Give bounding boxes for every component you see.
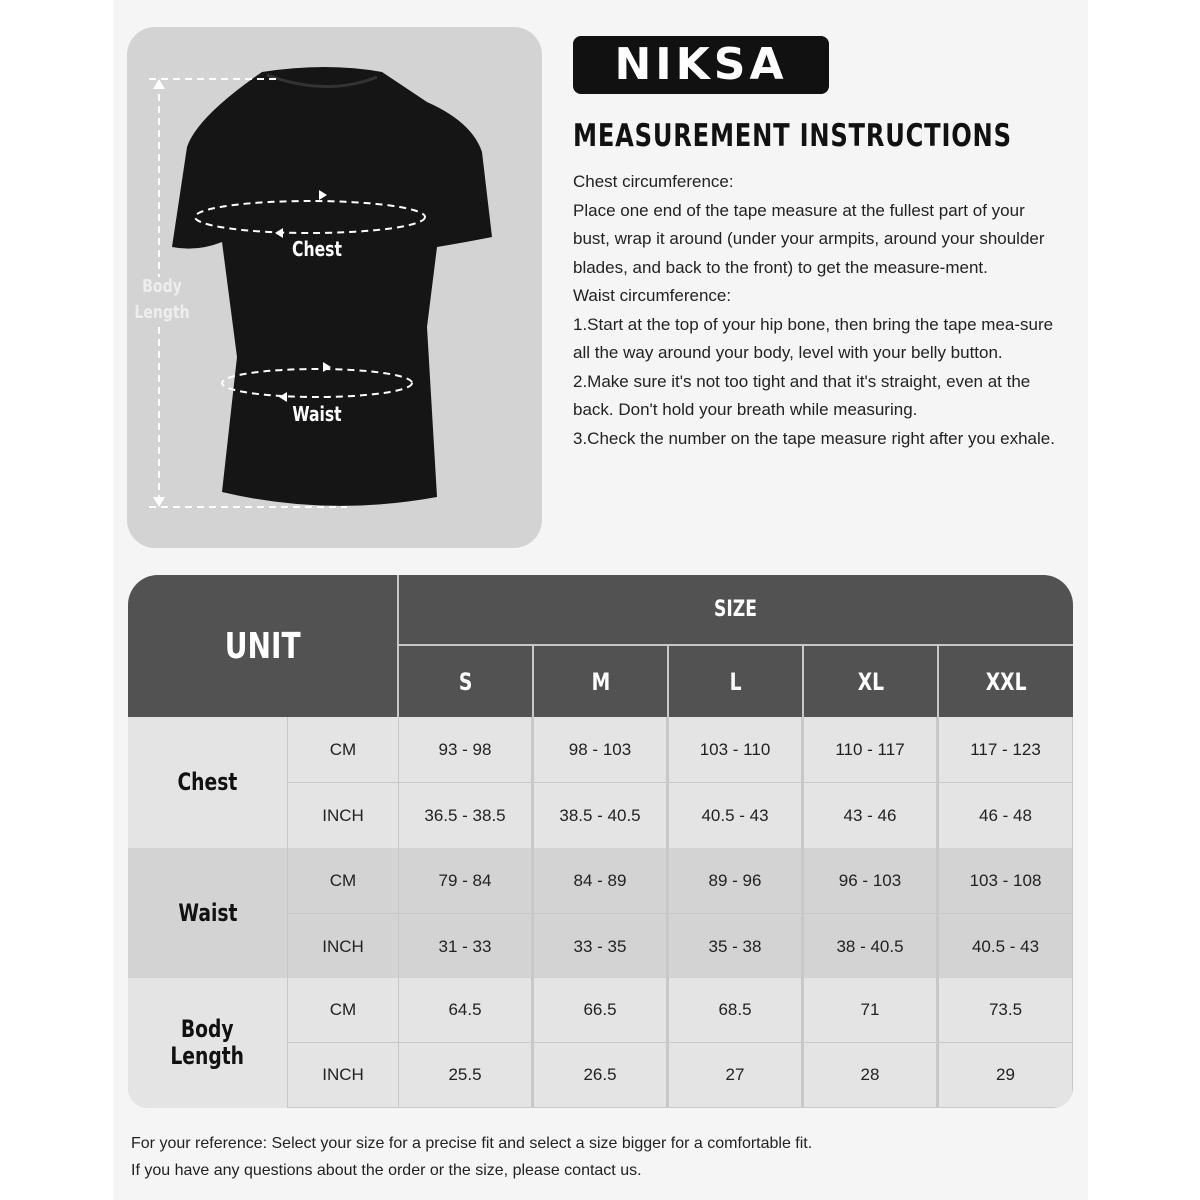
- unit-cell-text: INCH: [322, 936, 364, 956]
- unit-cell: [288, 1043, 398, 1107]
- value-cell: [939, 848, 1072, 913]
- size-header-3: [804, 646, 937, 717]
- value-cell-text: 84 - 89: [573, 870, 627, 890]
- size-header-1-text: M: [591, 667, 610, 696]
- value-cell-text: 28: [860, 1065, 880, 1084]
- unit-cell-text: INCH: [322, 805, 364, 825]
- value-cell: [939, 783, 1072, 848]
- size-header-3-text: XL: [857, 667, 884, 696]
- value-cell-text: 110 - 117: [835, 739, 905, 759]
- unit-cell-text: CM: [329, 870, 357, 890]
- row-label: [128, 978, 287, 1108]
- value-cell: [534, 914, 666, 979]
- value-cell: [399, 978, 531, 1042]
- footer-note: [131, 1130, 812, 1184]
- value-cell-text: 35 - 38: [708, 936, 762, 956]
- unit-cell: [288, 978, 398, 1042]
- instruction-line: 1.Start at the top of your hip bone, then bring the tape mea-sure all the way around your body, level with your belly button.: [573, 314, 1054, 362]
- value-cell-text: 117 - 123: [970, 739, 1041, 759]
- unit-cell-text: INCH: [322, 1065, 364, 1084]
- value-cell: [669, 1043, 801, 1107]
- value-cell: [399, 783, 531, 848]
- size-header-2: [669, 646, 802, 717]
- unit-cell: [288, 717, 398, 782]
- value-cell: [669, 978, 801, 1042]
- value-cell-text: 40.5 - 43: [971, 936, 1040, 956]
- unit-cell: [288, 914, 398, 979]
- value-cell-text: 71: [860, 1000, 880, 1019]
- value-cell: [804, 783, 936, 848]
- page-title: MEASUREMENT INSTRUCTIONS: [573, 118, 1012, 154]
- row-label-text: Waist: [177, 899, 238, 927]
- size-header-text: SIZE: [714, 597, 758, 622]
- value-cell-text: 31 - 33: [438, 936, 492, 956]
- value-cell: [939, 914, 1072, 979]
- value-cell-text: 38.5 - 40.5: [559, 805, 641, 825]
- value-cell: [939, 717, 1072, 782]
- value-cell: [939, 1043, 1072, 1107]
- value-cell-text: 46 - 48: [979, 805, 1032, 825]
- value-cell-text: 29: [996, 1065, 1015, 1084]
- unit-header: [128, 575, 397, 717]
- value-cell-text: 96 - 103: [838, 870, 902, 890]
- value-cell: [804, 717, 936, 782]
- unit-header-text: UNIT: [224, 625, 301, 667]
- instruction-line: 3.Check the number on the tape measure right after you exhale.: [573, 428, 1055, 448]
- shirt-diagram: [127, 27, 542, 548]
- value-cell: [804, 914, 936, 979]
- unit-cell-text: CM: [329, 739, 357, 759]
- value-cell: [804, 978, 936, 1042]
- value-cell: [399, 914, 531, 979]
- size-header-4-text: XXL: [985, 667, 1027, 696]
- size-header-0: [399, 646, 532, 717]
- value-cell-text: 27: [725, 1065, 745, 1084]
- value-cell: [399, 717, 531, 782]
- chest-label: Chest: [292, 237, 342, 261]
- row-label: [128, 717, 287, 848]
- brand-logo: NIKSA: [573, 36, 829, 94]
- size-table: [128, 575, 1073, 1108]
- row-label: [128, 848, 287, 979]
- footer-line: If you have any questions about the order or the size, please contact us.: [131, 1162, 642, 1179]
- value-cell: [534, 848, 666, 913]
- instruction-line: 2.Make sure it's not too tight and that it's straight, even at the back. Don't hold your breath while measuring.: [573, 371, 1031, 419]
- value-cell-text: 40.5 - 43: [701, 805, 769, 825]
- value-cell-text: 98 - 103: [568, 739, 632, 759]
- value-cell-text: 26.5: [583, 1065, 617, 1084]
- value-cell-text: 38 - 40.5: [836, 936, 904, 956]
- value-cell-text: 103 - 108: [969, 870, 1042, 890]
- value-cell-text: 64.5: [448, 1000, 482, 1019]
- instruction-line: Place one end of the tape measure at the fullest part of your bust, wrap it around (under your armpits, around your shoulder blades, and back to the front) to get the measure-ment.: [573, 200, 1045, 277]
- size-header-2-text: L: [729, 667, 742, 696]
- value-cell-text: 73.5: [988, 1000, 1023, 1019]
- value-cell: [804, 1043, 936, 1107]
- row-label-text: Chest: [177, 768, 238, 796]
- instructions: [573, 168, 1058, 453]
- value-cell-text: 36.5 - 38.5: [424, 805, 506, 825]
- value-cell-text: 43 - 46: [843, 805, 897, 825]
- instruction-line: Chest circumference:: [573, 172, 734, 191]
- value-cell: [939, 978, 1072, 1042]
- value-cell: [399, 1043, 531, 1107]
- size-header: [399, 575, 1073, 644]
- value-cell: [804, 848, 936, 913]
- instruction-line: Waist circumference:: [573, 286, 732, 305]
- row-label-text: Body Length: [170, 1015, 245, 1070]
- value-cell-text: 68.5: [718, 1000, 752, 1019]
- value-cell: [534, 717, 666, 782]
- body-length-label: Body Length: [134, 275, 190, 323]
- waist-label: Waist: [292, 402, 342, 426]
- unit-cell-text: CM: [329, 1000, 357, 1019]
- value-cell-text: 66.5: [583, 1000, 617, 1019]
- value-cell-text: 89 - 96: [708, 870, 762, 890]
- value-cell: [669, 914, 801, 979]
- value-cell: [534, 783, 666, 848]
- value-cell: [669, 783, 801, 848]
- value-cell: [399, 848, 531, 913]
- value-cell-text: 33 - 35: [573, 936, 627, 956]
- value-cell: [534, 978, 666, 1042]
- size-header-0-text: S: [458, 667, 473, 696]
- value-cell: [669, 848, 801, 913]
- size-header-4: [939, 646, 1073, 717]
- value-cell: [669, 717, 801, 782]
- value-cell-text: 79 - 84: [438, 870, 492, 890]
- unit-cell: [288, 783, 398, 848]
- size-header-1: [534, 646, 667, 717]
- value-cell-text: 93 - 98: [438, 739, 492, 759]
- footer-line: For your reference: Select your size for a precise fit and select a size bigger for a comfortable fit.: [131, 1135, 813, 1152]
- value-cell-text: 103 - 110: [699, 739, 771, 759]
- value-cell-text: 25.5: [448, 1065, 482, 1084]
- value-cell: [534, 1043, 666, 1107]
- unit-cell: [288, 848, 398, 913]
